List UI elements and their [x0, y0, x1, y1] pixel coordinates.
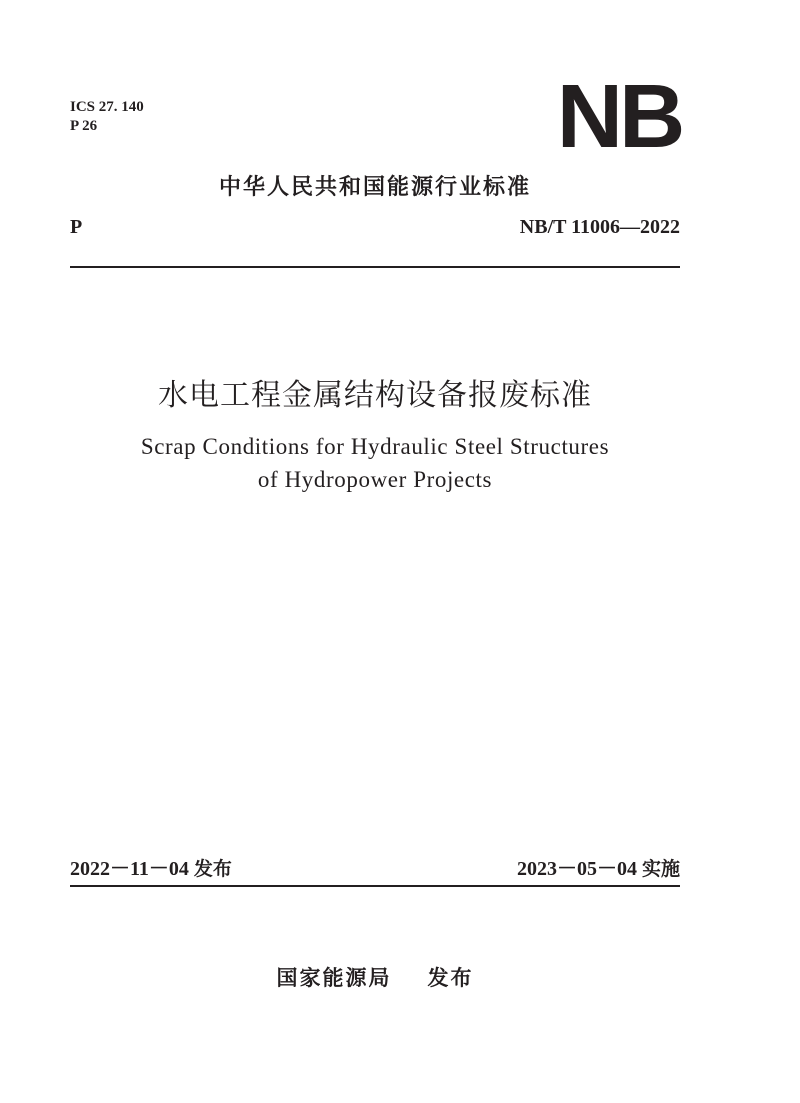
bottom-divider — [70, 885, 680, 887]
ics-code: ICS 27. 140 — [70, 99, 144, 115]
chinese-title: 水电工程金属结构设备报废标准 — [158, 378, 592, 413]
english-title — [0, 430, 750, 496]
issuer-line — [0, 962, 750, 992]
ccs-code: P 26 — [70, 118, 98, 134]
issue-date: 2022－11－04 — [70, 858, 189, 880]
industry-standard-title: 中华人民共和国能源行业标准 — [218, 175, 531, 200]
implementation-date-block — [517, 852, 680, 881]
standard-number: NB/T 11006—2022 — [519, 216, 680, 238]
implementation-date: 2023－05－04 — [516, 858, 637, 880]
issue-label: 发布 — [193, 858, 232, 880]
issuer-action: 发布 — [427, 966, 474, 990]
classification-code: P — [70, 216, 83, 238]
top-divider — [70, 266, 680, 268]
english-title-line-1: Scrap Conditions for Hydraulic Steel Structures — [140, 434, 610, 459]
issue-date-block — [70, 852, 232, 881]
ics-code-block — [70, 98, 144, 136]
issuer-name: 国家能源局 — [276, 966, 392, 990]
nb-logo: NB — [556, 67, 682, 167]
implementation-label: 实施 — [641, 858, 680, 880]
english-title-line-2: of Hydropower Projects — [257, 467, 493, 492]
